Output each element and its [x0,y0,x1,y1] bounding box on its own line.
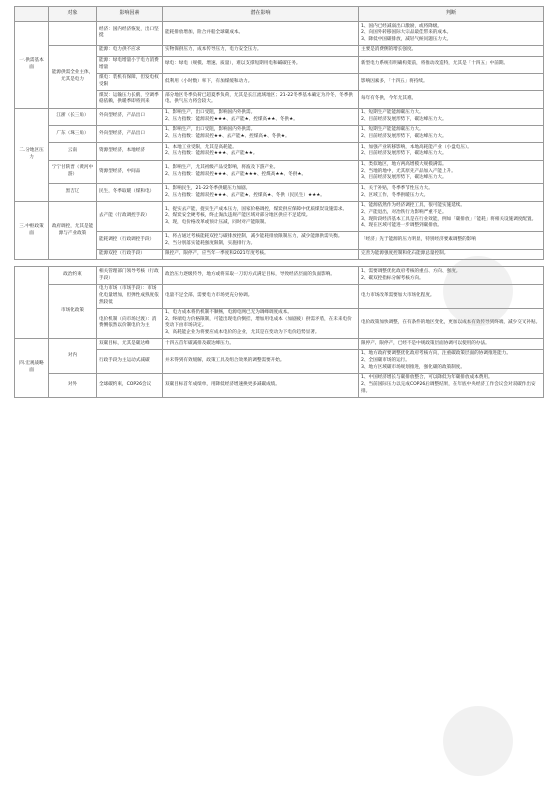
factor-object-cell: 黑吉辽 [49,184,97,201]
judgement-line: 1、中国经济增长与碳排放整合，可以降低为年碳排放成本费用。 [361,375,493,381]
document-sheet [14,6,543,398]
judgement-line: 2、向国外转移国际大宗品最佳带来的成本。 [361,30,452,36]
impact-cell [163,22,359,46]
header-impact: 潜在影响 [163,7,359,22]
impact-line: 2、压力指数：能源双控★★★、去产能★、控煤高★★、冬供★。 [165,116,298,122]
judgement-line: 2、全国碳市场的运行。 [361,358,410,364]
judgement-line: 2、产能退出，对冶铁行为影响严重不足。 [361,209,447,215]
factor-object-cell: 广东（珠三角） [49,125,97,142]
table-row [15,184,544,201]
impact-line: 2、压力指数：能源双控★★★、去产能★★。 [165,151,258,157]
judgement-line: 4、现在区域可能进一步调整到碳排放。 [361,223,443,229]
header-object: 对象 [49,7,97,22]
judgement-line: 完善为能源强度控制和化石能源总量控制。 [361,251,449,257]
cause-cell: 行政手段为主运动式减碳 [97,349,163,373]
impact-line: 1、影响生产，出口受阻，影响国内外供需。 [165,127,256,133]
impact-line: 限控产、限停产，应当年一季度和2021年度考核。 [165,251,269,257]
impact-line: 2、终端电力价格限制，可能出现电价倒挂，增加用电成本（加剧疲）供需矛盾，在未来电价变动下由市场决定。 [165,316,352,329]
judgement-cell [359,22,544,46]
judgement-cell [359,160,544,184]
factor-object-cell: 政治约束 [49,267,97,284]
impact-cell [163,45,359,56]
cause-cell: 外向型经济，产品出口 [97,125,163,142]
judgement-line: 影响因素多，「十四五」将持续。 [361,78,428,84]
judgement-line: 1、加强产业转移影响，本地高耗能产业（小盘电压）。 [361,144,472,150]
judgement-line: 1、国内已经减弱出口激励，或将降级。 [361,23,443,29]
cause-cell: 全球碳约束，COP26会议 [97,373,163,397]
impact-cell [163,91,359,108]
factor-object-cell: 云南 [49,143,97,160]
impact-line: 2、压力指数：能源双控★★、去产能★、控煤高★、冬供★。 [165,134,290,140]
judgement-line: 3、目前经济发展形势下，碳达峰压力大。 [361,175,447,181]
header-cell [15,7,49,22]
section-name-cell [15,267,49,339]
impact-line: 1、影响生产，尤其初级产品受影响，将波及下游产业。 [165,165,279,171]
table-row [15,143,544,160]
impact-line: 双碳目标首年成绩单，用降低经济增速换更多减碳成绩。 [165,382,280,388]
judgement-cell [359,373,544,397]
impact-line: 低利用（小时数）率下，有加煤缓和动力。 [165,78,253,84]
judgement-line: 2、碳双控指标分解考核方向。 [361,275,424,281]
impact-line: 2、压力指数：能源双控★★★、去产能★★★、控煤高★★、冬供★。 [165,171,307,177]
impact-line: 电量不足全部，需要电力市场更充分协调。 [165,292,253,298]
table-body [15,22,544,398]
table-row [15,339,544,350]
cause-cell: 民生，冬季取暖（煤和电） [97,184,163,201]
impact-cell [163,349,359,373]
section-name-cell: 三.中枢政策面 [15,201,49,260]
table-row [15,373,544,397]
cause-cell: 能耗调控（行政调控手段） [97,232,163,249]
cause-cell: 煤炭：运输压力长鹤，空调季稳依赖，供暖季即将到来 [97,91,163,108]
judgement-cell [359,108,544,125]
judgement-line: 1、需要调整优化政府考核的重点、方向、强度。 [361,268,461,274]
cause-cell: 电力市场（市场手段）：市场化电量增加，但弹性成熟度依然较低 [97,284,163,308]
judgement-line: 「经济」先于能源的压力明显，特别经济要素调整的影响 [361,237,476,243]
judgement-line: 2、当地的地中，尤其原先产品加入产能上升。 [361,168,456,174]
watermark-mark [443,256,513,326]
table-row [15,160,544,184]
impact-cell [163,125,359,142]
judgement-line: 每年有冬供，今年尤其难。 [361,96,417,102]
cause-cell: 资源型经济，中间品 [97,160,163,184]
impact-line: 并未得到有效缓解，政策工具及组合效果的调整需要开始。 [165,358,285,364]
judgement-cell [359,143,544,160]
impact-line: 1、影响生产，出口受阻，影响国内外供需。 [165,110,256,116]
factor-object-cell: 市场化政策 [49,284,97,339]
judgement-cell [359,232,544,249]
factor-object-cell: 宁宁甘陕晋（黄河中游） [49,160,97,184]
judgement-line: 电价政策加快调整，在有条件的地区变化，更加以成本有效传导到终端，减少交叉补贴。 [361,320,541,326]
impact-line: 3、现，电价格改革或预计压减，同时对产能限制。 [165,219,269,225]
impact-line: 能耗排放增加，险合并船全球碳成本。 [165,30,244,36]
judgement-cell [359,201,544,232]
factor-object-cell [49,22,97,46]
cause-cell: 煤电：装机有保障，但发电权受限 [97,73,163,90]
judgement-cell [359,45,544,56]
judgement-line: 3、地方区域碳市场规划推进，强化碳的政策制度。 [361,364,465,370]
judgement-line: 3、降低中国碳排放，减轻气候问题压力大。 [361,36,452,42]
factor-object-cell: 江浙（长三角） [49,108,97,125]
impact-line: 十四五首年碳减排及碳达峰压力。 [165,340,234,346]
judgement-cell [359,339,544,350]
impact-cell [163,267,359,284]
judgement-line: 1、地方政府要调整优化政府考核方向，注重碳政策层面的协调推进能力。 [361,351,511,357]
cause-cell: 资源型经济，本地经济 [97,143,163,160]
impact-line: 实物保供压力，成本传导压力，电力安全压力。 [165,47,262,53]
cause-cell: 相关管理部门领导考核（行政手段） [97,267,163,284]
impact-line: 1、本地工业受限，尤其是高耗能。 [165,144,237,150]
header-factor: 影响因素 [97,7,163,22]
impact-cell [163,201,359,232]
judgement-line: 1、关于补贴，冬季季节性压力大。 [361,185,433,191]
table-row [15,22,544,46]
impact-cell [163,56,359,73]
judgement-line: 电力市场改革需要加大市场化程度。 [361,292,435,298]
section-name-cell: 四.宏观战略面 [15,339,49,398]
judgement-line: 2、目前经济发展形势下，碳达峰压力大。 [361,134,447,140]
judgement-line: 2、区域工作，冬季供暖压力大。 [361,192,429,198]
impact-line: 1、将占通过考核能耗双控与碳排放控制，减少能耗排放限制压力，减少能源供需失衡。 [165,233,343,239]
judgement-cell [359,56,544,73]
table-row [15,108,544,125]
impact-line: 1、电力成本将仍机制不顺畅，电源电网已无为调峰调度成本。 [165,310,292,316]
impact-line: 政治压力逐级传导，地方或将采取一刀切方式满足目标，导致经济层面的负面影响。 [165,272,335,278]
impact-cell [163,373,359,397]
factor-object-cell: 对内 [49,339,97,374]
judgement-line: 2、目前经济发展形势下，碳达峰压力大。 [361,151,447,157]
section-name-cell: 二.分地区压力 [15,108,49,201]
analysis-table [14,6,544,398]
judgement-line: 3、现阶段经济基本工具是在行业效能，例如「碳排放」「能耗」将相关设施调度配置。 [361,216,537,222]
cause-cell: 电价机制（向市场过渡）：消费侧依然以价制电价为主 [97,308,163,339]
header-judgement: 判断 [359,7,544,22]
table-row [15,45,544,56]
impact-cell [163,184,359,201]
impact-line: 2、煤炭安全硬考核，终止淘汰违规产能区域对部分地区供应不足延续。 [165,213,311,219]
table-header-row [15,7,544,22]
cause-cell: 外向型经济，产品出口 [97,108,163,125]
impact-cell [163,284,359,308]
judgement-line: 新型电力系统有明确构架前，将推动改造特，尤其是「十四五」中前期。 [361,61,509,67]
cause-cell: 能源：电力供不应求 [97,45,163,56]
section-name-cell: 一.供需基本面 [15,22,49,109]
factor-object-cell: 政府调控，尤其是能源与产业政策 [49,201,97,260]
cause-cell: 去产能（行政调控手段） [97,201,163,232]
impact-line: 2、当分别落实能耗强度限制，实施排行为。 [165,240,256,246]
impact-cell [163,73,359,90]
impact-line: 1、捉实去产能，捉实生产成本压力，国家价格调控，煤炭供应保障中优质煤炭设施需求。 [165,206,348,212]
factor-object-cell: 能源供需全业主体，尤其是电力 [49,45,97,108]
cause-cell: 能源双控（行政手段） [97,249,163,260]
impact-line: 部分地区冬季负荷已超夏季负荷，尤其是长江流域地区；21-22冬季基本确定为冷冬，冬季供电、供气压力将会较大。 [165,92,353,105]
judgement-cell [359,249,544,260]
judgement-cell [359,73,544,90]
impact-line: 2、压力指数：能源双控★★★、去产能★、控煤高★、冬供（民民生）★★★。 [165,192,325,198]
judgement-line: 1、短期生产能能源碳压力大。 [361,110,424,116]
impact-line: 绿电：绿电（规模、增速、质量），难以支撑短期用电和碱碳任务。 [165,61,301,67]
impact-line: 3、高耗能企业为将要应成本电价的企业，尤其是在变动为下电价趋势显著。 [165,330,320,336]
table-row [15,125,544,142]
judgement-line: 1、类似地区，地方两高增模大规模满需。 [361,162,447,167]
impact-cell [163,308,359,339]
judgement-line: 1、能源依然作为经济调控工具，很可能实施延续。 [361,203,465,209]
judgement-cell [359,125,544,142]
impact-line: 1、影响民生，21-22冬季供暖压力加剧。 [165,185,251,191]
judgement-cell [359,349,544,373]
impact-cell [163,108,359,125]
impact-cell [163,143,359,160]
factor-object-cell: 对外 [49,373,97,397]
judgement-line: 1、短期生产能能源碳压力大。 [361,127,424,133]
cause-cell: 双碳目标，尤其是碳达峰 [97,339,163,350]
impact-cell [163,232,359,249]
judgement-cell [359,184,544,201]
table-row [15,201,544,232]
cause-cell: 能源：绿电增量小于电力消费增量 [97,56,163,73]
impact-cell [163,160,359,184]
judgement-line: 限停产、限停产，已经不是中规政策层面协调可以使用的办法。 [361,340,490,346]
watermark-mark [443,706,513,776]
cause-cell: 经济：国内经济恢复，出口坚挺 [97,22,163,46]
judgement-cell [359,91,544,108]
judgement-line: 2、当前国际压力以完成COP26后调整结果，在年底中央经济工作会议会对双碳作出安排。 [361,382,536,394]
impact-cell [163,249,359,260]
judgement-line: 2、目前经济发展形势下，碳达峰压力大。 [361,116,447,122]
impact-cell [163,339,359,350]
judgement-line: 主要是消费侧的增长强度。 [361,47,417,53]
